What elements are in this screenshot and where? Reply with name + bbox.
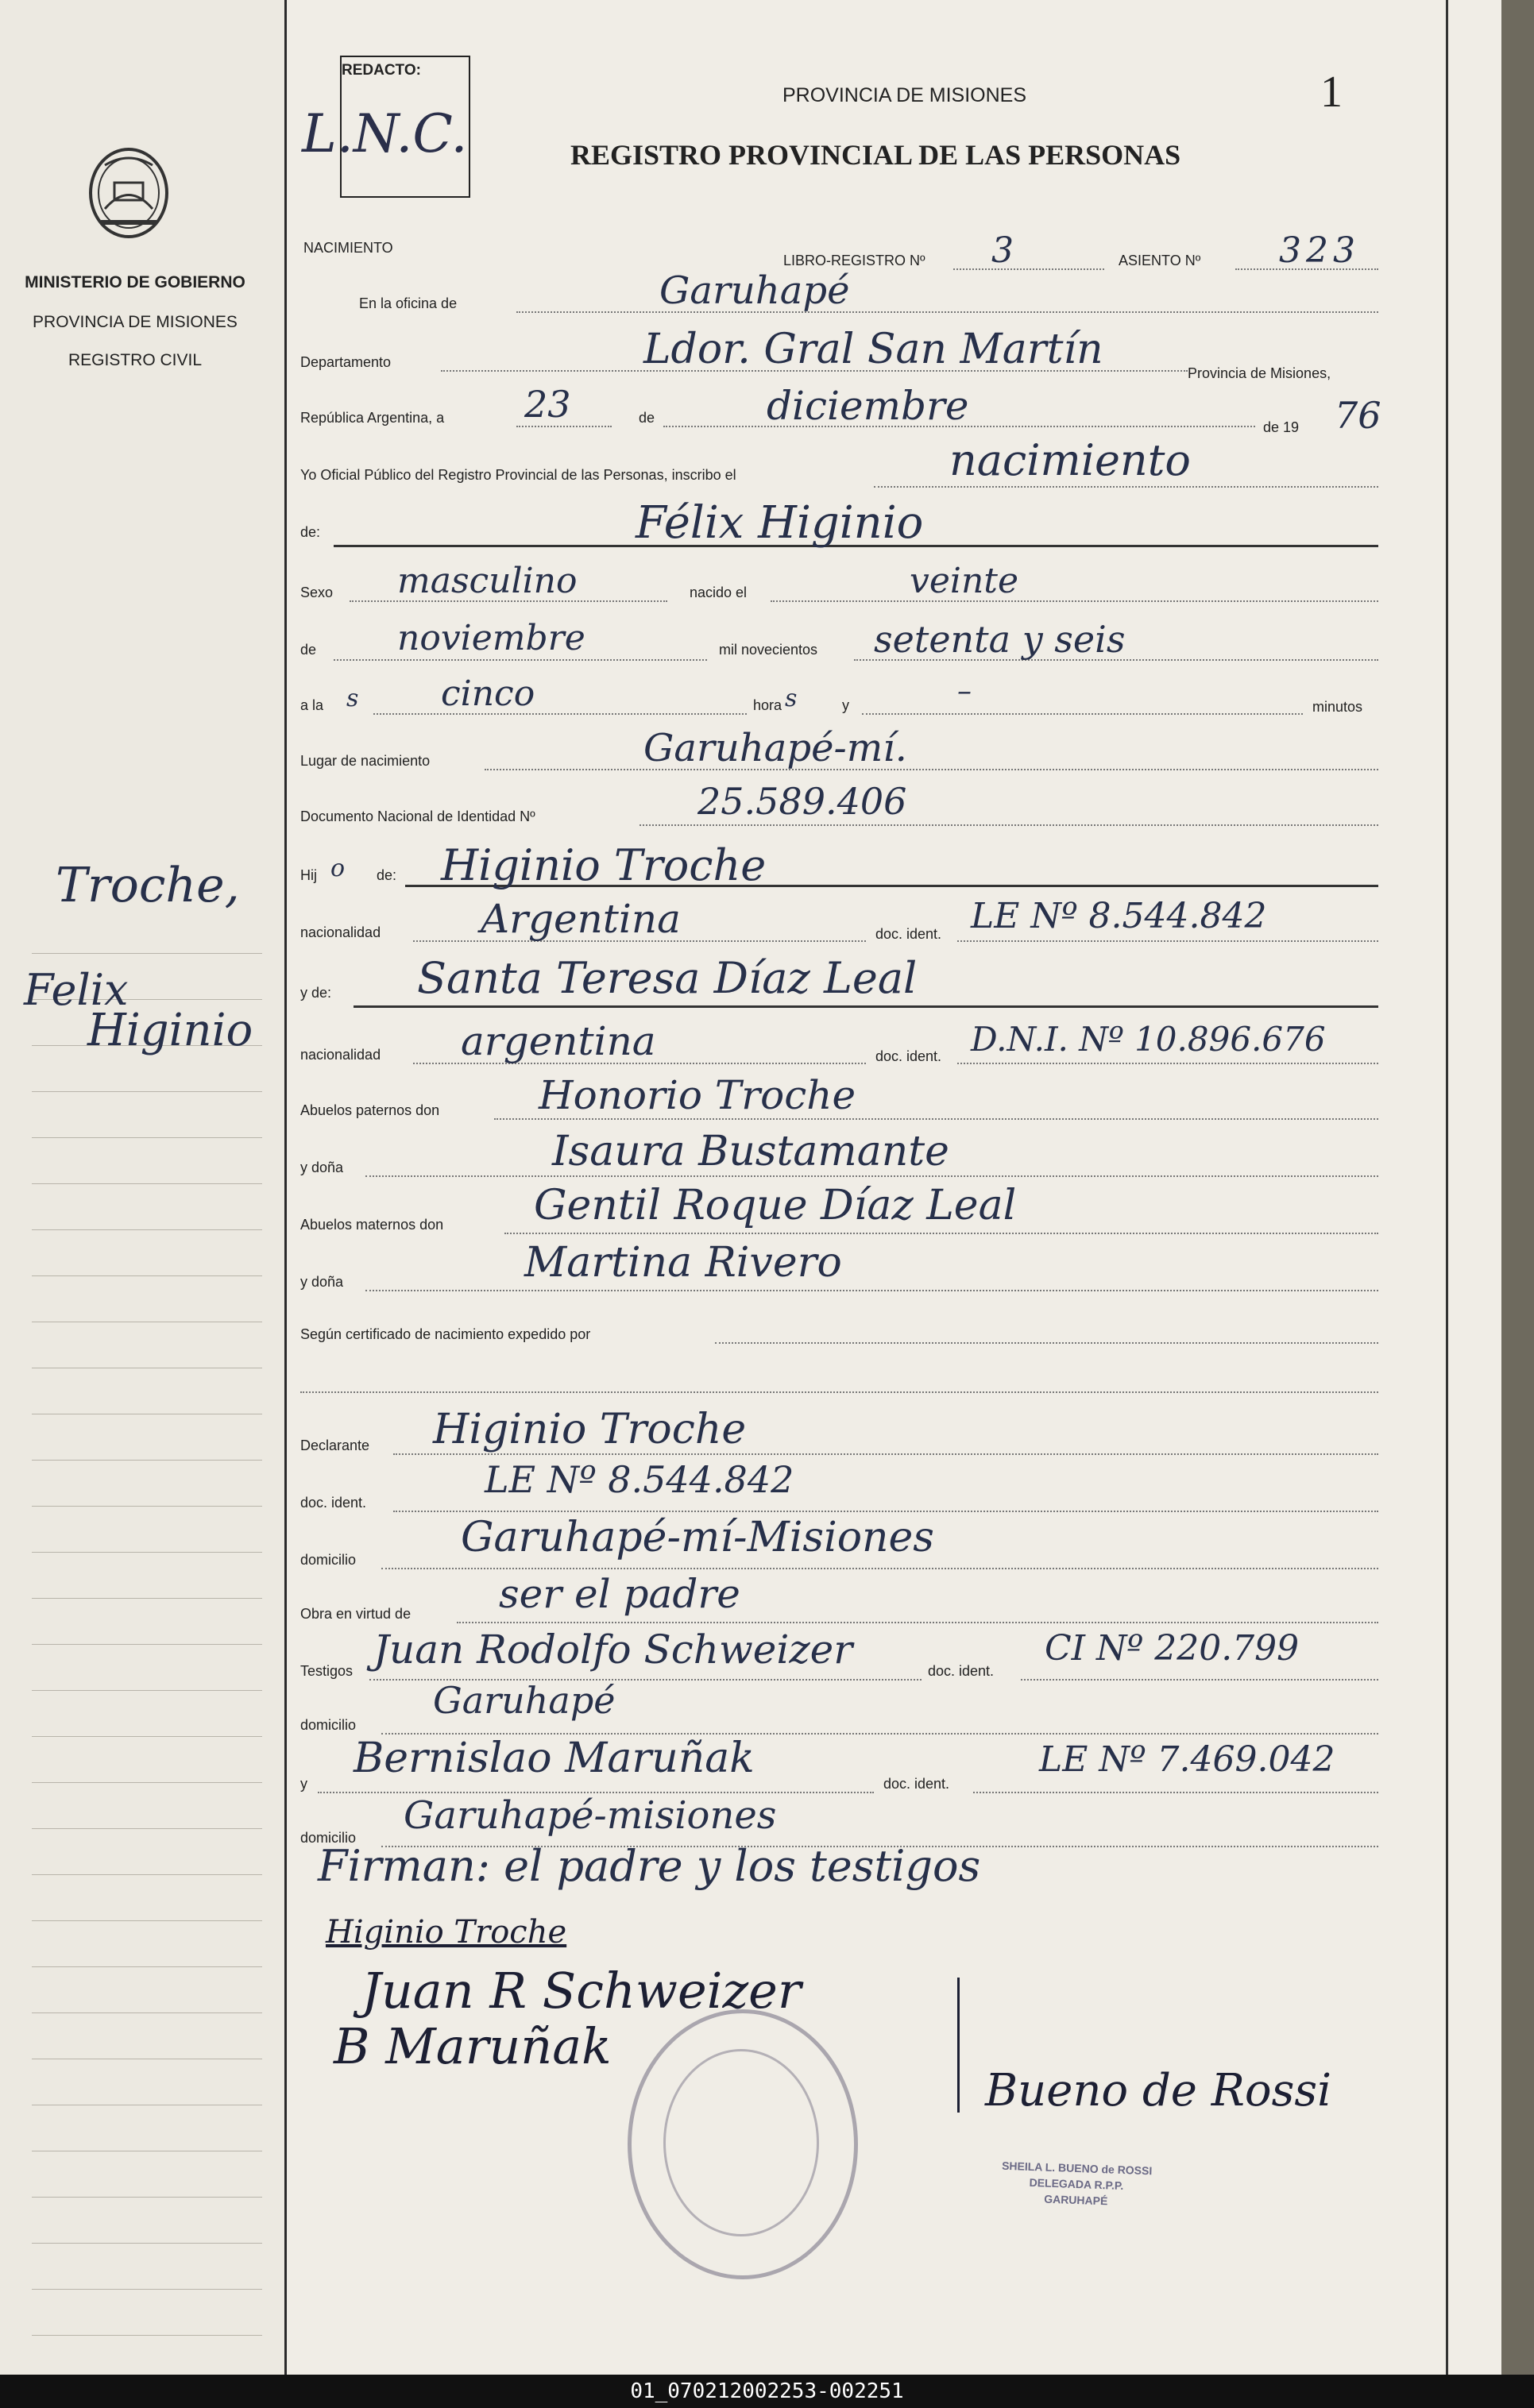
nacido-value: veinte [910,561,1019,601]
firman-note: Firman: el padre y los testigos [318,1841,981,1891]
signature-witness2: B Maruñak [334,2017,612,2075]
abuela-mat-value: Martina Rivero [524,1239,842,1287]
mil-label: mil novecientos [719,642,818,658]
provincia-suffix: Provincia de Misiones, [1188,365,1331,381]
republica-label: República Argentina, a [300,410,445,426]
binding-edge [1501,0,1534,2375]
dni-value: 25.589.406 [697,780,907,823]
domicilio1-value: Garuhapé-mí-Misiones [461,1514,934,1561]
departamento-value: Ldor. Gral San Martín [643,326,1103,373]
hora-label: hora [753,697,782,713]
image-id-footer: 01_070212002253-002251 [0,2375,1534,2408]
nacido-label: nacido el [690,585,748,600]
doc2-line [957,1063,1378,1064]
declarante-value: Higinio Troche [433,1406,747,1453]
declarante-line [393,1453,1378,1455]
hora-value: cinco [441,673,535,714]
page-number: 1 [1320,68,1343,117]
docdecl-value: LE Nº 8.544.842 [485,1458,794,1501]
redacto-initials: L.N.C. [302,103,468,164]
obra-label: Obra en virtud de [300,1606,412,1622]
ministry-title: MINISTERIO DE GOBIERNO [25,273,245,291]
libro-line [953,268,1104,270]
testigos-label: Testigos [300,1663,354,1679]
abuela-pat-value: Isaura Bustamante [552,1128,949,1175]
delegate-stamp [964,2156,1188,2212]
min-value: – [957,675,972,708]
abuelo-mat-value: Gentil Roque Díaz Leal [534,1182,1017,1229]
hora-line [373,713,747,715]
anio-nac-value: setenta y seis [874,618,1126,661]
oficina-line [516,311,1378,313]
docdecl-label: doc. ident. [300,1495,367,1511]
ydona1-label: y doña [300,1160,344,1175]
doct1-value: CI Nº 220.799 [1045,1628,1300,1669]
domicilio1-line [381,1568,1378,1569]
doct1-line [1021,1679,1378,1681]
docdecl-line [393,1511,1378,1512]
registry-heading: REGISTRO PROVINCIAL DE LAS PERSONAS [570,139,1181,171]
libro-label: LIBRO-REGISTRO Nº [783,253,925,268]
yde-label: y de: [300,985,332,1001]
abuela-pat-line [365,1175,1378,1177]
madre-rule [354,1005,1378,1008]
stamp-line3: GARUHAPÉ [1043,2192,1108,2208]
doc2-label: doc. ident. [875,1048,942,1064]
asiento-label: ASIENTO Nº [1119,253,1201,268]
dia-line [516,426,612,427]
round-seal-inner [663,2049,819,2236]
province-heading: PROVINCIA DE MISIONES [782,84,1027,106]
domicilio2-value: Garuhapé [433,1679,616,1722]
right-border [1446,0,1448,2375]
abuelos-mat-label: Abuelos maternos don [300,1217,444,1233]
declarante-label: Declarante [300,1437,370,1453]
hora-suffix: s [785,685,798,712]
abuelos-pat-label: Abuelos paternos don [300,1102,440,1118]
doct2-value: LE Nº 7.469.042 [1039,1739,1335,1780]
nombre-value: Félix Higinio [636,497,924,549]
signature-witness1: Juan R Schweizer [361,1962,802,2020]
mes-nac-line [334,659,707,661]
oficina-value: Garuhapé [659,268,850,313]
nacido-line [771,600,1378,602]
signature-stroke [957,1978,960,2113]
certificado-label: Según certificado de nacimiento expedido por [300,1326,591,1342]
oficial-line [874,486,1378,488]
obra-line [457,1622,1378,1623]
abuelo-mat-line [504,1233,1378,1234]
redacto-label: REDACTO: [342,62,421,79]
ministry-registry: REGISTRO CIVIL [68,351,203,369]
margin-divider [284,0,287,2375]
abuelo-pat-value: Honorio Troche [539,1072,856,1118]
de3-label: de [300,642,317,658]
nac1-label: nacionalidad [300,924,381,940]
lugar-value: Garuhapé-mí. [643,726,907,770]
hijo-suffix: o [330,855,346,882]
minutos-label: minutos [1312,699,1363,715]
testigo2-value: Bernislao Maruñak [354,1735,755,1782]
nac1-value: Argentina [481,896,681,942]
doct1-label: doc. ident. [928,1663,995,1679]
mes-nac-value: noviembre [397,618,585,658]
signature-delegate: Bueno de Rossi [985,2065,1331,2117]
nac2-value: argentina [461,1018,656,1064]
y2-label: y [300,1776,307,1792]
hijo-label: Hij [300,867,317,883]
doc1-value: LE Nº 8.544.842 [971,896,1267,936]
dia-value: 23 [524,383,571,426]
asiento-value: 323 [1279,230,1360,271]
mes-value: diciembre [767,383,969,429]
sexo-value: masculino [397,561,578,601]
madre-value: Santa Teresa Díaz Leal [417,953,918,1003]
margin-note-name2: Higinio [87,1005,253,1056]
margin-note-name1: Felix [24,965,129,1015]
oficial-label: Yo Oficial Público del Registro Provincial de las Personas, inscribo el [300,467,736,483]
ministry-province: PROVINCIA DE MISIONES [33,313,238,331]
libro-value: 3 [991,230,1014,271]
lugar-line [485,769,1378,770]
stamp-line1: SHEILA L. BUENO de ROSSI [1001,2159,1153,2178]
departamento-label: Departamento [300,354,392,370]
obra-value: ser el padre [499,1571,740,1617]
domicilio2-label: domicilio [300,1717,357,1733]
certificado-line-2 [300,1391,1378,1393]
de-label: de [639,410,655,426]
anio-label: de 19 [1263,419,1300,435]
stamp-line2: DELEGADA R.P.P. [1029,2175,1124,2193]
province-emblem-icon [73,133,184,253]
doc1-line [957,940,1378,942]
ydona2-label: y doña [300,1274,344,1290]
domicilio3-value: Garuhapé-misiones [404,1793,777,1838]
lugar-label: Lugar de nacimiento [300,753,431,769]
nombre-label: de: [300,524,321,540]
y-label: y [842,697,849,713]
ala-label: a la [300,697,324,713]
anio-value: 76 [1335,394,1381,437]
hijo-de-label: de: [377,867,397,883]
sexo-label: Sexo [300,585,334,600]
certificado-line [715,1342,1378,1344]
oficial-value: nacimiento [949,435,1191,485]
abuela-mat-line [365,1290,1378,1291]
doct2-label: doc. ident. [883,1776,950,1792]
dni-label: Documento Nacional de Identidad Nº [300,808,535,824]
abuelo-pat-line [494,1118,1378,1120]
dni-line [639,824,1378,826]
min-line [862,713,1303,715]
doct2-line [973,1792,1378,1793]
nac2-label: nacionalidad [300,1047,381,1063]
act-type-label: NACIMIENTO [303,240,393,256]
doc1-label: doc. ident. [875,926,942,942]
doc2-value: D.N.I. Nº 10.896.676 [971,1020,1326,1059]
testigo1-value: Juan Rodolfo Schweizer [373,1627,853,1673]
oficina-label: En la oficina de [359,295,458,311]
padre-value: Higinio Troche [441,840,767,890]
domicilio1-label: domicilio [300,1552,357,1568]
domicilio3-label: domicilio [300,1830,357,1846]
margin-note-surname: Troche, [56,858,240,913]
signature-father: Higinio Troche [326,1914,567,1951]
ala-value: s [346,685,359,712]
